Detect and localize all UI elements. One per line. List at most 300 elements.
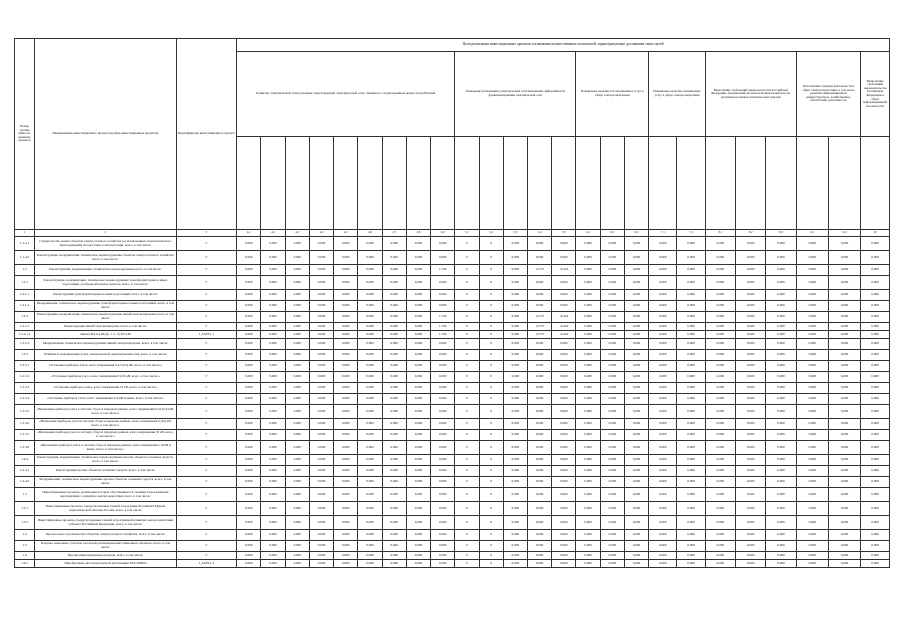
row-value: 0,000 bbox=[677, 488, 705, 502]
row-value: 0,000 bbox=[552, 372, 576, 383]
row-value: 0,000 bbox=[382, 312, 406, 323]
row-value: 0,000 bbox=[736, 560, 766, 568]
column-number: 4.8 bbox=[406, 230, 430, 237]
row-value: 0,000 bbox=[677, 466, 705, 477]
row-value: 0 bbox=[455, 312, 479, 323]
row-value: 0,000 bbox=[406, 394, 430, 405]
row-value: 0,000 bbox=[796, 394, 828, 405]
table-row bbox=[15, 502, 890, 516]
row-project-name: «Установка приборов учета, класс напряжения 35 кВ, всего, в том числе:» bbox=[35, 383, 176, 394]
row-project-id: Г bbox=[176, 361, 237, 372]
indicator-header-cell bbox=[309, 137, 333, 230]
row-value: 0,000 bbox=[828, 251, 860, 265]
row-value: 0,000 bbox=[677, 530, 705, 541]
indicator-header-cell bbox=[766, 137, 796, 230]
row-value: 0,000 bbox=[406, 477, 430, 488]
table-row bbox=[15, 339, 890, 350]
row-number: 1.2.2 bbox=[15, 312, 35, 323]
row-value: 0,000 bbox=[649, 441, 677, 455]
column-number: 4.1 bbox=[237, 230, 261, 237]
row-value: 0,000 bbox=[624, 466, 648, 477]
row-value: 0,000 bbox=[285, 455, 309, 466]
row-value: 0,000 bbox=[766, 466, 796, 477]
row-value: 0,000 bbox=[237, 276, 261, 290]
row-value: 0,000 bbox=[796, 383, 828, 394]
row-value: 0,000 bbox=[705, 372, 735, 383]
row-value: 0,000 bbox=[796, 430, 828, 441]
row-value: 0,000 bbox=[237, 477, 261, 488]
row-project-name: Реконструкция, модернизация, техническое перевооружение трансформаторных и иных подстанций, распределительных пунктов, всего, в том числе: bbox=[35, 276, 176, 290]
row-value: 0,000 bbox=[736, 331, 766, 339]
column-number: 4.6 bbox=[358, 230, 382, 237]
row-value: 0,000 bbox=[406, 290, 430, 301]
row-value: 0,000 bbox=[431, 237, 455, 251]
row-value: 0,000 bbox=[736, 237, 766, 251]
row-value: 0,000 bbox=[600, 455, 624, 466]
row-value: 0,000 bbox=[431, 488, 455, 502]
row-value: 0,000 bbox=[406, 237, 430, 251]
row-value: 0,000 bbox=[382, 541, 406, 552]
row-value: 0,000 bbox=[736, 265, 766, 276]
column-number: 2 bbox=[35, 230, 176, 237]
row-project-name: Реконструкция линий электропередачи, всего, в том числе: bbox=[35, 323, 176, 331]
row-value: 0,000 bbox=[600, 301, 624, 312]
row-value: 0,000 bbox=[406, 251, 430, 265]
row-value: 0,000 bbox=[358, 301, 382, 312]
row-value: 0,000 bbox=[334, 251, 358, 265]
row-value: 0,000 bbox=[503, 530, 527, 541]
row-value: 0,000 bbox=[528, 383, 552, 394]
header-group-5: Выполнение требований законодательства Российской Федерации, предписаний органов исполнительной власти, регламентов рынков электрической энергии bbox=[705, 52, 796, 137]
row-value: 0,000 bbox=[677, 265, 705, 276]
row-value: 0,000 bbox=[624, 383, 648, 394]
row-project-name: Реконструкция, модернизация, техническое перевооружение линий электропередачи, всего, в том числе: bbox=[35, 312, 176, 323]
table-row bbox=[15, 455, 890, 466]
row-value: 0 bbox=[455, 430, 479, 441]
row-value: 0,000 bbox=[382, 237, 406, 251]
row-value: 0,000 bbox=[576, 488, 600, 502]
row-value: 0,000 bbox=[237, 237, 261, 251]
row-value: 0,000 bbox=[736, 541, 766, 552]
indicator-header-cell bbox=[406, 137, 430, 230]
row-value: 0,000 bbox=[406, 312, 430, 323]
row-value: 0 bbox=[455, 516, 479, 530]
row-value: 0,000 bbox=[796, 265, 828, 276]
row-value: 0,000 bbox=[861, 466, 890, 477]
column-number: 6.2 bbox=[600, 230, 624, 237]
row-value: 0,000 bbox=[358, 430, 382, 441]
row-value: 0,000 bbox=[334, 323, 358, 331]
row-value: 0,000 bbox=[736, 361, 766, 372]
row-value: 0,000 bbox=[237, 552, 261, 560]
row-value: 0,000 bbox=[766, 560, 796, 568]
table-row bbox=[15, 552, 890, 560]
row-value: 0,000 bbox=[406, 466, 430, 477]
row-value: 0,000 bbox=[600, 466, 624, 477]
row-value: 0,000 bbox=[624, 502, 648, 516]
row-value: 0,000 bbox=[358, 276, 382, 290]
row-value: 0,000 bbox=[705, 312, 735, 323]
row-value: 0,000 bbox=[766, 251, 796, 265]
row-project-name: Реконструкция трансформаторных и иных подстанций, всего, в том числе: bbox=[35, 290, 176, 301]
table-row bbox=[15, 331, 890, 339]
row-value: 0 bbox=[455, 251, 479, 265]
row-value: 0,000 bbox=[358, 237, 382, 251]
row-value: 0,000 bbox=[600, 560, 624, 568]
row-value: 0,000 bbox=[309, 276, 333, 290]
row-value: 0 bbox=[479, 455, 503, 466]
row-value: 0,000 bbox=[736, 312, 766, 323]
row-value: 0,000 bbox=[736, 290, 766, 301]
row-number: 1.2.4.2 bbox=[15, 477, 35, 488]
row-value: 0,000 bbox=[828, 405, 860, 419]
row-value: 0,000 bbox=[431, 251, 455, 265]
row-value: 0 bbox=[455, 265, 479, 276]
column-number: 3 bbox=[176, 230, 237, 237]
row-project-id: Г bbox=[176, 477, 237, 488]
indicator-header-cell bbox=[828, 137, 860, 230]
row-value: 0,000 bbox=[382, 516, 406, 530]
row-value: 0,000 bbox=[677, 441, 705, 455]
row-value: 0,000 bbox=[624, 488, 648, 502]
row-value: 0,000 bbox=[431, 405, 455, 419]
row-value: 0,000 bbox=[406, 339, 430, 350]
row-project-id: Г bbox=[176, 383, 237, 394]
row-project-id: Г bbox=[176, 312, 237, 323]
row-number: 1.2.3.1 bbox=[15, 361, 35, 372]
row-project-name: Замена ВЛ 0,4 кВ (ф. 1, 2, 3) ТП-148 bbox=[35, 331, 176, 339]
row-value: 0,000 bbox=[705, 339, 735, 350]
row-value: 0,000 bbox=[358, 339, 382, 350]
row-value: 0 bbox=[455, 350, 479, 361]
table-row bbox=[15, 466, 890, 477]
row-value: 0,000 bbox=[576, 339, 600, 350]
row-value: 0,000 bbox=[677, 419, 705, 430]
row-value: 0,000 bbox=[431, 455, 455, 466]
row-value: 0,000 bbox=[705, 290, 735, 301]
row-value: 0,000 bbox=[861, 430, 890, 441]
row-value: 0,000 bbox=[358, 361, 382, 372]
row-project-name: Модернизация, техническое перевооружение трансформаторных и иных подстанций, всего, в том числе: bbox=[35, 301, 176, 312]
row-value: 0,000 bbox=[649, 265, 677, 276]
row-value: 0,000 bbox=[406, 488, 430, 502]
row-value: 0,000 bbox=[796, 301, 828, 312]
indicator-header-cell bbox=[455, 137, 479, 230]
row-value: 0,000 bbox=[649, 290, 677, 301]
row-value: 0,000 bbox=[261, 488, 285, 502]
row-value: 0,000 bbox=[796, 331, 828, 339]
row-value: 0,000 bbox=[503, 488, 527, 502]
row-value: 0,000 bbox=[861, 276, 890, 290]
row-value: 0,000 bbox=[261, 455, 285, 466]
row-value: 0,000 bbox=[261, 237, 285, 251]
row-value: 0,000 bbox=[237, 372, 261, 383]
row-value: 0,000 bbox=[503, 251, 527, 265]
row-value: 0 bbox=[479, 541, 503, 552]
row-value: 0,000 bbox=[828, 331, 860, 339]
row-value: 0,000 bbox=[736, 419, 766, 430]
row-value: 0,000 bbox=[576, 251, 600, 265]
row-value: 0,000 bbox=[600, 430, 624, 441]
row-value: 0,000 bbox=[528, 394, 552, 405]
row-value: 0,000 bbox=[431, 530, 455, 541]
row-value: 0 bbox=[479, 265, 503, 276]
row-value: 0,000 bbox=[285, 276, 309, 290]
row-value: 0,000 bbox=[382, 419, 406, 430]
row-value: 0,000 bbox=[309, 350, 333, 361]
row-number: 1.2.3.4 bbox=[15, 394, 35, 405]
row-value: 0,000 bbox=[766, 516, 796, 530]
row-project-id: J_ASP23_2 bbox=[176, 560, 237, 568]
row-value: 0,000 bbox=[861, 419, 890, 430]
row-value: 0,000 bbox=[600, 339, 624, 350]
row-value: 0,000 bbox=[828, 237, 860, 251]
row-value: 0,000 bbox=[624, 419, 648, 430]
row-value: 0,000 bbox=[766, 477, 796, 488]
row-value: 0,000 bbox=[309, 339, 333, 350]
indicator-header-cell bbox=[861, 137, 890, 230]
row-value: 0,000 bbox=[382, 477, 406, 488]
row-value: 0,000 bbox=[677, 552, 705, 560]
indicator-header-cell bbox=[736, 137, 766, 230]
row-value: 0,000 bbox=[431, 339, 455, 350]
row-value: 0,000 bbox=[285, 372, 309, 383]
row-value: 0,000 bbox=[828, 560, 860, 568]
row-value: 0,000 bbox=[828, 301, 860, 312]
row-value: 0,000 bbox=[406, 530, 430, 541]
row-value: 0,000 bbox=[624, 290, 648, 301]
row-value: 0,000 bbox=[285, 477, 309, 488]
row-value: 0,000 bbox=[382, 290, 406, 301]
row-value: 0,000 bbox=[828, 466, 860, 477]
row-value: 0,000 bbox=[649, 466, 677, 477]
row-value: 0,000 bbox=[649, 361, 677, 372]
row-project-name: «Включение приборов учета в систему сбора и передачи данных, класс напряжения 0,22 (0,4) кВ, всего, в том числе:» bbox=[35, 405, 176, 419]
row-value: 0,000 bbox=[766, 323, 796, 331]
row-value: 0,000 bbox=[552, 405, 576, 419]
row-project-id: Г bbox=[176, 430, 237, 441]
row-value: 0,000 bbox=[861, 350, 890, 361]
row-value: 0,000 bbox=[406, 541, 430, 552]
row-value: 0,000 bbox=[261, 265, 285, 276]
row-value: 0,000 bbox=[261, 331, 285, 339]
row-value: 0,000 bbox=[261, 383, 285, 394]
row-number: 1.2.3.2 bbox=[15, 372, 35, 383]
row-value: 0,000 bbox=[576, 361, 600, 372]
row-value: 0,000 bbox=[431, 552, 455, 560]
column-number: 7.2 bbox=[677, 230, 705, 237]
row-value: 0,000 bbox=[285, 488, 309, 502]
row-value: 0,000 bbox=[237, 419, 261, 430]
row-value: 0,000 bbox=[382, 276, 406, 290]
row-value: 0,000 bbox=[677, 312, 705, 323]
table-row bbox=[15, 251, 890, 265]
row-value: 0,000 bbox=[503, 331, 527, 339]
row-value: 0,000 bbox=[334, 541, 358, 552]
indicator-header-cell bbox=[237, 137, 261, 230]
row-value: 0,000 bbox=[503, 312, 527, 323]
row-value: 0,000 bbox=[624, 477, 648, 488]
row-value: 0,000 bbox=[406, 430, 430, 441]
row-value: 0,000 bbox=[552, 488, 576, 502]
row-value: 0,000 bbox=[766, 488, 796, 502]
row-project-name: Развитие и модернизация учета электрической энергии (мощности), всего, в том числе: bbox=[35, 350, 176, 361]
row-value: 0,000 bbox=[431, 430, 455, 441]
row-value: 0,000 bbox=[861, 441, 890, 455]
row-value: 1,740 bbox=[431, 312, 455, 323]
row-value: 0,000 bbox=[705, 237, 735, 251]
row-value: 0,000 bbox=[766, 301, 796, 312]
row-value: 0,000 bbox=[828, 350, 860, 361]
row-value: 0,000 bbox=[600, 441, 624, 455]
row-value: 0,000 bbox=[736, 455, 766, 466]
row-value: 0,000 bbox=[677, 339, 705, 350]
table-row bbox=[15, 430, 890, 441]
row-value: 0,000 bbox=[861, 251, 890, 265]
indicator-header-cell bbox=[503, 137, 527, 230]
row-value: 0,000 bbox=[503, 339, 527, 350]
row-value: 0,000 bbox=[503, 290, 527, 301]
row-number: 1.2.1.1 bbox=[15, 290, 35, 301]
row-value: 0,000 bbox=[677, 251, 705, 265]
row-value: 0,000 bbox=[624, 251, 648, 265]
indicator-header-cell bbox=[528, 137, 552, 230]
row-value: 0,000 bbox=[576, 237, 600, 251]
row-value: 0,000 bbox=[828, 477, 860, 488]
row-value: 0,000 bbox=[285, 350, 309, 361]
row-value: 0,000 bbox=[552, 502, 576, 516]
row-value: 0,000 bbox=[677, 477, 705, 488]
row-value: 0,000 bbox=[766, 502, 796, 516]
row-value: 0,000 bbox=[237, 455, 261, 466]
row-value: 0,000 bbox=[796, 530, 828, 541]
row-value: 0,000 bbox=[406, 516, 430, 530]
row-value: 0,000 bbox=[237, 488, 261, 502]
row-value: 0,000 bbox=[503, 502, 527, 516]
row-value: 0,000 bbox=[736, 502, 766, 516]
row-value: 0,000 bbox=[796, 488, 828, 502]
row-value: 0,000 bbox=[705, 441, 735, 455]
row-value: 0,000 bbox=[705, 361, 735, 372]
row-project-name: Инвестиционные проекты, предусмотренные схемой и программой развития электроэнергетики субъекта Российской Федерации, всего, в том числе: bbox=[35, 516, 176, 530]
row-value: 0,000 bbox=[576, 290, 600, 301]
column-number: 5.2 bbox=[479, 230, 503, 237]
row-value: 0,000 bbox=[309, 516, 333, 530]
row-value: 0,000 bbox=[705, 383, 735, 394]
row-value: 0,000 bbox=[503, 541, 527, 552]
row-value: 0,000 bbox=[766, 541, 796, 552]
row-value: 0 bbox=[455, 405, 479, 419]
row-value: 0,000 bbox=[528, 339, 552, 350]
row-value: 0,000 bbox=[861, 323, 890, 331]
row-number: 1.2.4 bbox=[15, 455, 35, 466]
row-value: 0,000 bbox=[358, 312, 382, 323]
row-value: 0,000 bbox=[796, 419, 828, 430]
row-value: 0,000 bbox=[237, 441, 261, 455]
row-value: 0,000 bbox=[624, 265, 648, 276]
row-value: 0,000 bbox=[382, 560, 406, 568]
row-value: 0,000 bbox=[861, 488, 890, 502]
row-value: 0,000 bbox=[576, 541, 600, 552]
header-group-1: Развитие электрической сети/усиление существующей электрической сети, связанное с подключением новых потребителей bbox=[237, 52, 455, 137]
row-value: 0,000 bbox=[261, 516, 285, 530]
header-group-7: Выполнение требований законодательства Российской Федерации в сфере информационной безопасности bbox=[861, 52, 890, 137]
row-value: 0,000 bbox=[649, 488, 677, 502]
row-value: 0,000 bbox=[861, 237, 890, 251]
row-value: 0,000 bbox=[796, 323, 828, 331]
row-value: 0,000 bbox=[261, 276, 285, 290]
row-value: 0,000 bbox=[406, 560, 430, 568]
row-value: 0 bbox=[455, 323, 479, 331]
row-value: 0,000 bbox=[261, 419, 285, 430]
row-value: 0,000 bbox=[309, 430, 333, 441]
row-value: 0,000 bbox=[285, 301, 309, 312]
row-value: 0,000 bbox=[796, 290, 828, 301]
row-value: 0,000 bbox=[766, 430, 796, 441]
row-value: 0,000 bbox=[796, 552, 828, 560]
row-project-id: Г bbox=[176, 419, 237, 430]
row-value: 0,000 bbox=[677, 350, 705, 361]
row-value: 0,000 bbox=[503, 516, 527, 530]
row-value: 0,000 bbox=[705, 488, 735, 502]
table-row bbox=[15, 323, 890, 331]
row-project-name: Строительство новых объектов электросетевого хозяйства (за исключением технологического присоединения) и подготовка к эксплуатации, всего, в том числе: bbox=[35, 237, 176, 251]
indicator-header-cell bbox=[261, 137, 285, 230]
row-value: 0,000 bbox=[503, 477, 527, 488]
row-value: 0,000 bbox=[624, 552, 648, 560]
table-row bbox=[15, 372, 890, 383]
row-value: 0,000 bbox=[503, 455, 527, 466]
row-value: 0,000 bbox=[382, 301, 406, 312]
row-value: 0,000 bbox=[237, 541, 261, 552]
column-number: 6.3 bbox=[624, 230, 648, 237]
row-value: 0,000 bbox=[406, 265, 430, 276]
table-row bbox=[15, 290, 890, 301]
row-value: 0,000 bbox=[237, 394, 261, 405]
row-value: 0,000 bbox=[406, 361, 430, 372]
row-value: 0,000 bbox=[309, 331, 333, 339]
row-value: 0,000 bbox=[861, 530, 890, 541]
row-value: 0,000 bbox=[261, 290, 285, 301]
row-value: 0,000 bbox=[624, 405, 648, 419]
row-value: 0,000 bbox=[334, 265, 358, 276]
row-value: 0,000 bbox=[309, 541, 333, 552]
row-value: 0,000 bbox=[503, 441, 527, 455]
table-row bbox=[15, 276, 890, 290]
row-value: 0,000 bbox=[600, 372, 624, 383]
row-value: 0 bbox=[479, 251, 503, 265]
row-value: 0,000 bbox=[285, 394, 309, 405]
row-value: 0,000 bbox=[285, 552, 309, 560]
row-value: 0,000 bbox=[766, 552, 796, 560]
row-value: 0,000 bbox=[261, 405, 285, 419]
table-row bbox=[15, 361, 890, 372]
row-value: 0,000 bbox=[736, 372, 766, 383]
row-value: 0,000 bbox=[431, 276, 455, 290]
row-value: 0,000 bbox=[552, 350, 576, 361]
column-number: 4.4 bbox=[309, 230, 333, 237]
row-value: 0,000 bbox=[334, 560, 358, 568]
row-value: 0,000 bbox=[828, 502, 860, 516]
row-value: 0,000 bbox=[528, 466, 552, 477]
row-value: 0,000 bbox=[705, 516, 735, 530]
row-value: 0,000 bbox=[576, 477, 600, 488]
row-value: 0,000 bbox=[796, 560, 828, 568]
row-value: 0,000 bbox=[358, 419, 382, 430]
row-value: 0,000 bbox=[406, 455, 430, 466]
row-project-name: Реконструкция, модернизация, техническое перевооружение прочих объектов основных средств, всего, в том числе: bbox=[35, 455, 176, 466]
row-value: 0,000 bbox=[382, 488, 406, 502]
